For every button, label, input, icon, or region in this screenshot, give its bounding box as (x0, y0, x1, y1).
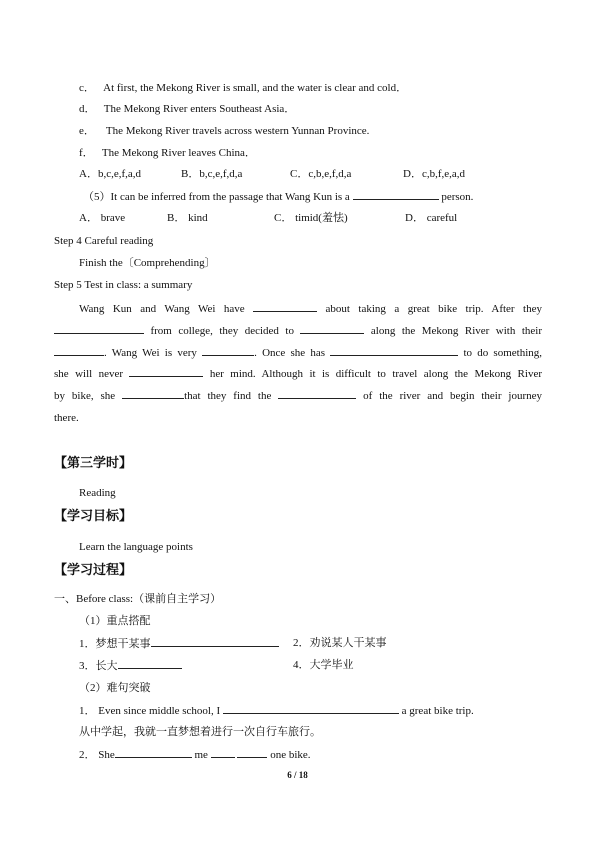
difficult-sentence-1-cn: 从中学起，我就一直梦想着进行一次自行车旅行。 (79, 726, 321, 738)
summary-blank[interactable] (54, 323, 144, 334)
question-5: （5）It can be inferred from the passage that Wang Kun is a person. (83, 191, 474, 203)
phrase-2: 2．劝说某人干某事 (293, 637, 387, 649)
phrase-blank[interactable] (151, 636, 279, 647)
summary-blank[interactable] (300, 323, 364, 334)
sentence-blank[interactable] (115, 747, 192, 758)
difficult-label: （2）难句突破 (79, 682, 151, 694)
step4-text: Finish the〔Comprehending〕 (79, 257, 216, 269)
option-f: f． The Mekong River leaves China． (79, 147, 256, 159)
q5-option-a: A． brave (79, 212, 126, 224)
summary-line-4: she will never her mind. Although it is difficult to travel along the Mekong River (54, 368, 542, 380)
summary-line-3: . Wang Wei is very . Once she has to do something, (54, 345, 542, 360)
option-c: c． At first, the Mekong River is small, and the water is clear and cold． (79, 82, 408, 94)
summary-line-6: there. (54, 412, 79, 424)
summary-blank[interactable] (54, 345, 104, 356)
summary-line-1: Wang Kun and Wang Wei have about taking a great bike trip. After they (79, 303, 542, 315)
difficult-sentence-2: 2． She me one bike. (79, 749, 311, 761)
section-title-3rd-lesson: 【第三学时】 (54, 455, 133, 470)
summary-blank[interactable] (129, 366, 203, 377)
page-number: 6 / 18 (287, 770, 308, 780)
option-e: e． The Mekong River travels across western Yunnan Province. (79, 125, 370, 137)
q5-option-d: D． careful (405, 212, 458, 224)
q5-option-b: B． kind (167, 212, 208, 224)
step5-title: Step 5 Test in class: a summary (54, 279, 193, 291)
objectives-text: Learn the language points (79, 541, 193, 553)
section-title-process: 【学习过程】 (54, 562, 133, 577)
difficult-sentence-1: 1． Even since middle school, I a great bike trip. (79, 705, 474, 717)
answer-c: C．c,b,e,f,d,a (290, 168, 352, 180)
q5-option-c: C． timid(羞怯) (274, 212, 348, 224)
phrases-label: （1）重点搭配 (79, 615, 151, 627)
summary-line-5: by bike, she that they find the of the river and begin their journey (54, 390, 543, 402)
step4-title: Step 4 Careful reading (54, 235, 154, 247)
phrase-4: 4．大学毕业 (293, 659, 354, 671)
before-class-heading: 一、Before class:（课前自主学习） (54, 593, 222, 605)
phrase-1: 1．梦想干某事 (79, 636, 279, 651)
answer-blank[interactable] (353, 189, 439, 200)
summary-line-2: from college, they decided to along the Mekong River with their (54, 323, 542, 338)
option-d: d． The Mekong River enters Southeast Asia． (79, 103, 296, 115)
sentence-blank[interactable] (211, 747, 235, 758)
summary-blank[interactable] (202, 345, 254, 356)
section-title-objectives: 【学习目标】 (54, 508, 133, 523)
answer-d: D．c,b,f,e,a,d (403, 168, 466, 180)
answer-b: B．b,c,e,f,d,a (181, 168, 243, 180)
phrase-blank[interactable] (118, 658, 182, 669)
sentence-blank[interactable] (237, 747, 267, 758)
summary-blank[interactable] (278, 388, 356, 399)
summary-blank[interactable] (122, 388, 184, 399)
summary-blank[interactable] (253, 301, 317, 312)
sentence-blank[interactable] (223, 703, 399, 714)
summary-blank[interactable] (330, 345, 458, 356)
section-3-text: Reading (79, 487, 116, 499)
answer-a: A．b,c,e,f,a,d (79, 168, 142, 180)
phrase-3: 3．长大 (79, 658, 182, 673)
